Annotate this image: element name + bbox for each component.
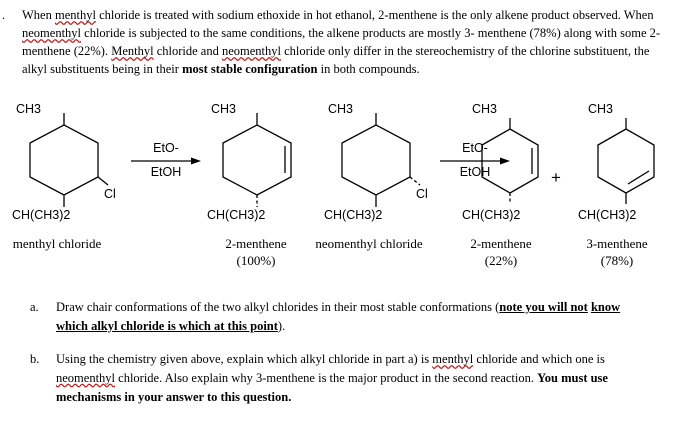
intro-line4-a: stereochemistry of the chlorine substituent, the alkyl substituents being in their bbox=[22, 44, 650, 77]
intro-bullet: . bbox=[2, 8, 6, 22]
product1-ch3-label: CH3 bbox=[211, 102, 237, 116]
intro-line2-b: chloride is subjected to the same conditions, the alkene products are mostly 3- bbox=[81, 26, 475, 41]
reaction2-reagent-above: EtO- bbox=[462, 141, 488, 155]
question-b-squiggly-menthyl: menthyl bbox=[432, 352, 474, 366]
intro-line3-b: chloride and bbox=[153, 44, 222, 59]
3-menthene-yield: (78%) bbox=[600, 253, 634, 268]
product2-ch3-label: CH3 bbox=[472, 102, 498, 116]
intro-line1-b: chloride is treated with sodium ethoxide in hot ethanol, 2-menthene is the only alkene product bbox=[95, 8, 570, 22]
intro-paragraph bbox=[2, 6, 668, 79]
neomenthyl-chloride-name: neomenthyl chloride bbox=[315, 236, 423, 251]
question-b-bold-a: You must use bbox=[537, 370, 608, 385]
intro-line1-a: When bbox=[22, 8, 55, 22]
reaction1-reagent-above: EtO- bbox=[153, 141, 179, 155]
product1-isopropyl-label: CH(CH3)2 bbox=[207, 208, 266, 222]
product3-ch3-label: CH3 bbox=[588, 102, 614, 116]
question-b-marker: b. bbox=[30, 352, 40, 366]
question-a-underline-a: note you will not bbox=[499, 300, 588, 314]
reaction1-reagent-below: EtOH bbox=[150, 165, 182, 179]
2-menthene-yield-2: (22%) bbox=[484, 253, 518, 268]
question-a bbox=[30, 298, 650, 336]
product3-isopropyl-label: CH(CH3)2 bbox=[578, 208, 637, 222]
intro-squiggly-neomenthyl-2: neomenthyl bbox=[221, 44, 281, 59]
menthyl-isopropyl-label: CH(CH3)2 bbox=[12, 208, 71, 222]
question-a-text-b: ). bbox=[277, 318, 286, 333]
structure-neomenthyl-chloride bbox=[330, 113, 422, 208]
3-menthene-name: 3-menthene bbox=[586, 236, 648, 251]
structure-2-menthene-100 bbox=[213, 113, 299, 208]
question-a-text-a: Draw chair conformations of the two alkyl chlorides in their most stable conformations ( bbox=[56, 300, 500, 314]
question-b-text-a: Using the chemistry given above, explain which alkyl chloride in part a) is bbox=[56, 352, 433, 366]
question-a-underline-b: know which alkyl chloride is which at this point bbox=[56, 300, 621, 333]
intro-text bbox=[22, 6, 668, 79]
menthyl-ch3-label: CH3 bbox=[16, 102, 42, 116]
question-b-bold-b: mechanisms in your answer to this question. bbox=[56, 389, 292, 404]
structure-menthyl-chloride bbox=[18, 113, 110, 208]
question-b-body bbox=[56, 350, 650, 406]
question-b-squiggly-neomenthyl: neomenthyl bbox=[56, 370, 116, 385]
neomenthyl-cl-label: Cl bbox=[416, 187, 428, 201]
question-b-text-c: chloride. Also explain why 3-menthene is the major product in the second reaction. bbox=[115, 370, 538, 385]
menthyl-cl-label: Cl bbox=[104, 187, 116, 201]
reaction1-arrow-group bbox=[129, 141, 203, 179]
intro-line3-a: menthene (78%) along with some 2-menthene (22%). bbox=[22, 26, 661, 59]
2-menthene-yield-1: (100%) bbox=[236, 253, 276, 268]
menthyl-chloride-name: menthyl chloride bbox=[12, 236, 102, 251]
intro-squiggly-menthyl-1: menthyl bbox=[54, 8, 96, 22]
product2-isopropyl-label: CH(CH3)2 bbox=[462, 208, 521, 222]
2-menthene-name-1: 2-menthene bbox=[225, 236, 287, 251]
neomenthyl-ch3-label: CH3 bbox=[328, 102, 354, 116]
intro-squiggly-neomenthyl-1: neomenthyl bbox=[22, 26, 82, 41]
intro-line4-b: in both bbox=[317, 62, 356, 77]
reaction1-arrow bbox=[129, 155, 203, 165]
question-b-text-b: chloride and which one is bbox=[473, 352, 605, 366]
question-a-marker: a. bbox=[30, 300, 39, 314]
question-a-body bbox=[56, 298, 650, 336]
plus-sign: + bbox=[551, 168, 561, 187]
structure-3-menthene-78 bbox=[590, 117, 662, 205]
intro-line5: compounds. bbox=[358, 62, 420, 77]
structure-2-menthene-22 bbox=[474, 117, 546, 205]
intro-bold-most-stable-configuration: most stable configuration bbox=[182, 62, 318, 77]
intro-line3-c: chloride only differ in the bbox=[280, 44, 413, 59]
question-b bbox=[30, 350, 650, 406]
reaction-scheme bbox=[0, 102, 677, 275]
intro-squiggly-menthyl-2: Menthyl bbox=[111, 44, 154, 59]
2-menthene-name-2: 2-menthene bbox=[470, 236, 532, 251]
neomenthyl-isopropyl-label: CH(CH3)2 bbox=[324, 208, 383, 222]
intro-line2-a: observed. When bbox=[572, 8, 654, 22]
reaction2-reagent-below: EtOH bbox=[459, 165, 491, 179]
